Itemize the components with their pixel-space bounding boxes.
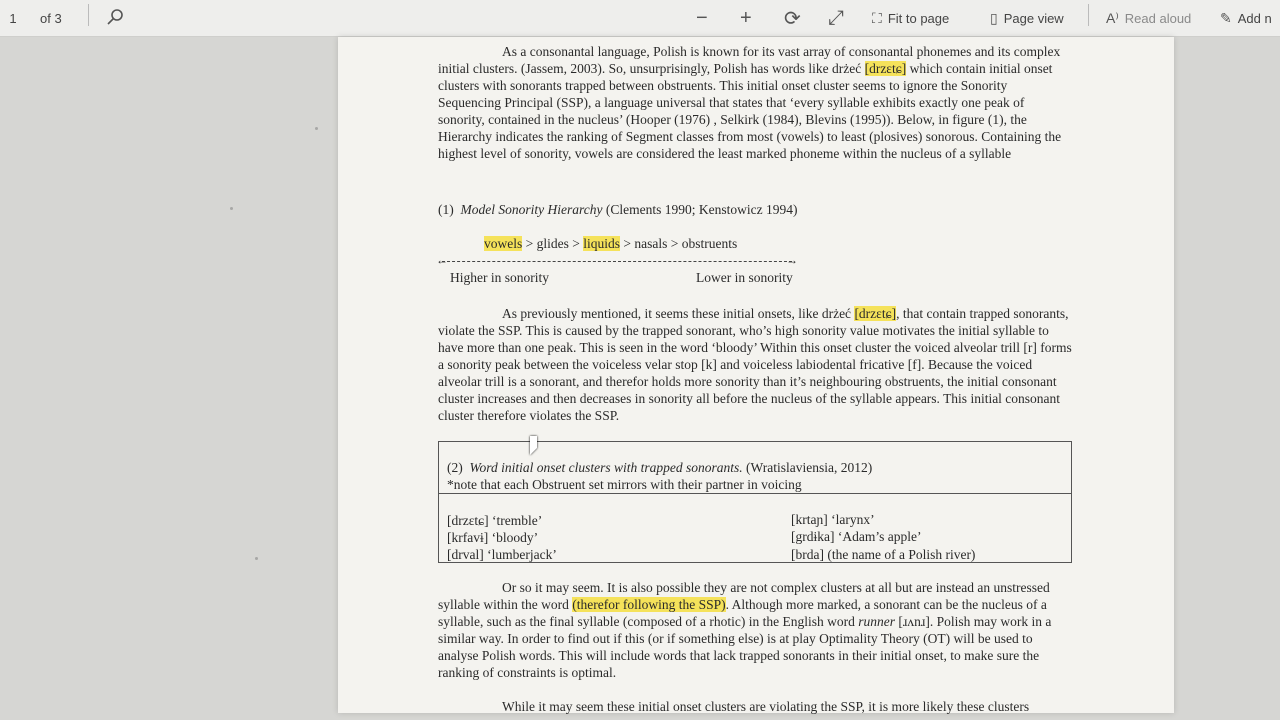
pen-icon: ✎ <box>1220 9 1232 26</box>
example-word: [krtaɲ] ‘larynx’ <box>791 512 875 527</box>
read-aloud-icon: A⁾ <box>1106 9 1119 26</box>
mouse-cursor <box>530 436 537 455</box>
example-2-heading <box>447 460 872 476</box>
paragraph-3 <box>438 579 1072 681</box>
fit-page-icon: ⛶ <box>872 9 882 26</box>
hierarchy-liquids[interactable]: liquids <box>583 236 620 251</box>
paragraph-3-rest: . Although more marked, a sonorant can be the nucleus of a syllable, such as the final syllable (composed of a rhotic) in the English word <box>438 597 1047 629</box>
paragraph-2 <box>438 305 1072 424</box>
read-aloud-label: Read aloud <box>1124 10 1192 26</box>
document-viewer[interactable] <box>0 37 1280 720</box>
paragraph-3-text: Or so it may seem. It is also possible they are not complex clusters at all but are instead an unstressed syllable within the word <box>438 580 1050 612</box>
paragraph-1-rest: which contain initial onset clusters with sonorants trapped between obstruents. This initial onset cluster seems to ignore the Sonority Sequencing Principal (SSP), a language universal that states that ‘every syllable exhibits exactly one peak of sonority, contained in the nucleus’ (Hooper (1976) , Selkirk (1984), Blevins (1995)). Below, in figure (1), the Hierarchy indicates the ranking of Segment classes from most (vowels) to least (plosives) sonorous. Containing the highest level of sonority, vowels are considered the least marked phoneme within the nucleus of a syllable <box>438 61 1062 161</box>
page-number-input[interactable]: 1 <box>9 10 17 26</box>
paragraph-1 <box>438 43 1072 162</box>
highlighted-text[interactable]: (therefor following the SSP) <box>572 597 726 612</box>
zoom-out-button[interactable] <box>696 0 708 36</box>
toolbar-divider <box>1088 4 1089 26</box>
highlighted-text[interactable]: [drzɛtɕ] <box>864 61 907 76</box>
dust-speck <box>315 127 318 130</box>
page-view-icon: ▯ <box>990 9 998 26</box>
highlighted-text[interactable]: [drzɛtɕ] <box>854 306 897 321</box>
add-notes-label: Add n <box>1237 10 1272 26</box>
paragraph-3-end: [ɹʌnɹ]. Polish may work in a similar way. In order to find out if this (or if something else) is at play Optimality Theory (OT) will be used to analyse Polish words. This will include words that lack trapped sonorants in their initial onset, to make sure the ranking of constraints is optimal. <box>438 614 1052 680</box>
dust-speck <box>230 207 233 210</box>
fit-to-page-button[interactable] <box>872 0 949 36</box>
example-2-table <box>438 441 1072 563</box>
example-number: (1) <box>438 202 454 217</box>
higher-sonority-label: Higher in sonority <box>450 270 549 285</box>
hierarchy-vowels[interactable]: vowels <box>484 236 523 251</box>
page-view-label: Page view <box>1003 10 1064 26</box>
example-word: [drzɛtɕ] ‘tremble’ <box>447 513 543 528</box>
fit-to-page-label: Fit to page <box>887 10 950 26</box>
fullscreen-button[interactable] <box>828 0 844 36</box>
paragraph-2-text: As previously mentioned, it seems these initial onsets, like drżeć <box>502 306 855 321</box>
example-word: [grdɨka] ‘Adam’s apple’ <box>791 529 922 544</box>
example-citation: (Wratislaviensia, 2012) <box>742 460 873 475</box>
hierarchy-glides: > glides > <box>522 236 584 251</box>
search-icon[interactable] <box>106 0 124 36</box>
rotate-button[interactable] <box>784 0 801 36</box>
plus-icon: + <box>740 6 752 29</box>
zoom-in-button[interactable] <box>740 0 752 36</box>
example-word: [drval] ‘lumberjack’ <box>447 547 557 562</box>
hierarchy-rest: > nasals > obstruents <box>620 236 738 251</box>
lower-sonority-label: Lower in sonority <box>696 270 793 285</box>
paragraph-2-rest: , that contain trapped sonorants, violate the SSP. This is caused by the trapped sonorant, who’s high sonority value motivates the initial syllable to have more than one peak. This is seen in the word ‘bloody’ Within this onset cluster the voiced alveolar trill [r] forms a sonority peak between the voiceless velar stop [k] and voiceless labiodental fricative [f]. Because the voiced alveolar trill is a sonorant, and therefor holds more sonority than it’s neighbouring obstruents, the initial consonant cluster increases and then decreases in sonority all before the nucleus of the syllable appears. This initial consonant cluster therefore violates the SSP. <box>438 306 1072 423</box>
example-number: (2) <box>447 460 463 475</box>
arrow-right-icon: → <box>786 253 798 267</box>
example-title: Model Sonority Hierarchy <box>460 202 603 217</box>
rotate-icon: ⟳ <box>784 7 801 30</box>
add-notes-button[interactable] <box>1220 0 1272 36</box>
document-page <box>338 37 1174 713</box>
italic-word: runner <box>858 614 896 629</box>
paragraph-1-text: As a consonantal language, Polish is known for its vast array of consonantal phonemes and its complex initial clusters. (Jassem, 2003). So, unsurprisingly, Polish has words like drżeć <box>438 44 1061 76</box>
pdf-toolbar <box>0 0 1280 37</box>
example-1-heading <box>438 202 797 218</box>
sonority-arrow <box>436 253 798 267</box>
page-view-button[interactable] <box>990 0 1064 36</box>
read-aloud-button[interactable] <box>1106 0 1191 36</box>
arrow-left-icon: ← <box>436 253 448 267</box>
minus-icon: − <box>696 6 708 29</box>
toolbar-divider <box>88 4 89 26</box>
example-citation: (Clements 1990; Kenstowicz 1994) <box>602 202 798 217</box>
paragraph-4-text: While it may seem these initial onset clusters are violating the SSP, it is more likely these clusters <box>502 699 1030 714</box>
paragraph-4 <box>438 698 1072 715</box>
example-title: Word initial onset clusters with trapped sonorants. <box>469 460 743 475</box>
page-count-label: of 3 <box>40 10 62 26</box>
example-2-note: *note that each Obstruent set mirrors with their partner in voicing <box>447 477 802 492</box>
example-word: [brda] (the name of a Polish river) <box>791 547 976 562</box>
sonority-hierarchy <box>484 236 737 252</box>
dust-speck <box>255 557 258 560</box>
expand-icon: ⤢ <box>828 6 844 29</box>
example-word: [krfavɨ] ‘bloody’ <box>447 530 539 545</box>
